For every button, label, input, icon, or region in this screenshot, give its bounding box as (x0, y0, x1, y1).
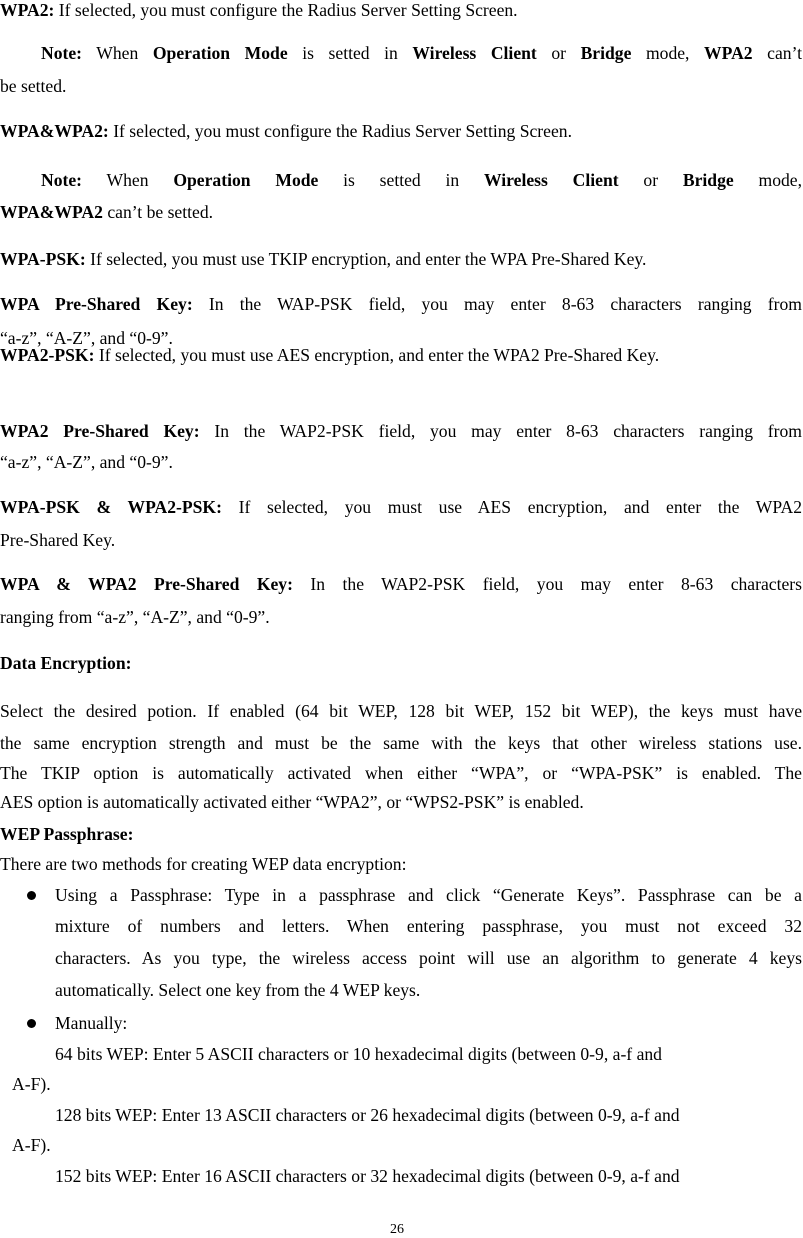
data-encryption-line: AES option is automatically activated either “WPA2”, or “WPS2-PSK” is enabled. (0, 792, 584, 812)
term-wpa-psk: WPA-PSK: (0, 249, 86, 269)
wep-64-line: 64 bits WEP: Enter 5 ASCII characters or 10 hexadecimal digits (between 0-9, a-f and (55, 1044, 662, 1064)
note-label: Note: (41, 170, 83, 190)
bullet-item-manually: Manually: (55, 1013, 128, 1033)
wpa-psk-definition (0, 248, 646, 270)
wpa-wpa2-note-cont (0, 201, 213, 223)
page-number: 26 (390, 1222, 404, 1237)
note-keyword: Wireless Client (412, 43, 537, 63)
note-keyword: Operation Mode (173, 170, 319, 190)
note-keyword: Bridge (682, 170, 734, 190)
definition-text: If selected, you must use TKIP encryption, and enter the WPA Pre-Shared Key. (85, 249, 647, 269)
note-keyword: WPA2 (704, 43, 753, 63)
bullet-item-passphrase-cont: automatically. Select one key from the 4 WEP keys. (55, 980, 421, 1000)
wpa2-note-cont: be setted. (0, 76, 67, 96)
wpa2-note (41, 42, 802, 64)
note-text: can’t (752, 43, 802, 63)
wpa-wpa2-note (41, 169, 802, 191)
wpa-wpa2-preshared-definition-cont: ranging from “a-z”, “A-Z”, and “0-9”. (0, 607, 270, 627)
definition-text: In the WAP2-PSK field, you may enter 8-63 characters (292, 574, 802, 594)
data-encryption-line: Select the desired potion. If enabled (64 bit WEP, 128 bit WEP, 152 bit WEP), the keys must have (0, 701, 802, 721)
wpa-wpa2-definition (0, 120, 572, 142)
section-heading: Data Encryption: (0, 653, 132, 673)
definition-text: If selected, you must configure the Radius Server Setting Screen. (108, 121, 572, 141)
wep-64-line-cont: A-F). (12, 1074, 51, 1094)
data-encryption-line: the same encryption strength and must be the same with the keys that other wireless stations use. (0, 733, 802, 753)
term-wpa2-psk: WPA2-PSK: (0, 345, 95, 365)
bullet-item-passphrase-cont: mixture of numbers and letters. When entering passphrase, you must not exceed 32 (55, 916, 802, 936)
definition-text: If selected, you must configure the Radius Server Setting Screen. (54, 0, 518, 20)
wpa-psk-wpa2-psk-definition (0, 496, 802, 518)
wpa-psk-wpa2-psk-definition-cont: Pre-Shared Key. (0, 530, 116, 550)
term-wpa-wpa2-preshared-key: WPA & WPA2 Pre-Shared Key: (0, 574, 293, 594)
wpa2-psk-definition (0, 344, 659, 366)
wpa2-preshared-definition (0, 420, 802, 442)
note-text: mode, (631, 43, 705, 63)
wpa2-preshared-definition-cont: “a-z”, “A-Z”, and “0-9”. (0, 452, 173, 472)
wep-152-line: 152 bits WEP: Enter 16 ASCII characters or 32 hexadecimal digits (between 0-9, a-f and (55, 1166, 680, 1186)
note-label: Note: (41, 43, 83, 63)
term-wpa2: WPA2: (0, 0, 55, 20)
bullet-icon (27, 891, 36, 900)
data-encryption-line: The TKIP option is automatically activated when either “WPA”, or “WPA-PSK” is enabled. The (0, 763, 802, 783)
definition-text: In the WAP2-PSK field, you may enter 8-63 characters ranging from (199, 421, 802, 441)
term-wpa-preshared-key: WPA Pre-Shared Key: (0, 294, 193, 314)
note-text: or (536, 43, 581, 63)
definition-text: In the WAP-PSK field, you may enter 8-63 characters ranging from (192, 294, 802, 314)
wep-128-line: 128 bits WEP: Enter 13 ASCII characters or 26 hexadecimal digits (between 0-9, a-f and (55, 1105, 680, 1125)
wpa-preshared-definition-cont: “a-z”, “A-Z”, and “0-9”. (0, 328, 173, 348)
wpa-preshared-definition (0, 293, 802, 315)
note-text: mode, (733, 170, 802, 190)
term-wpa-wpa2: WPA&WPA2: (0, 121, 109, 141)
note-keyword: Wireless Client (484, 170, 619, 190)
wep-passphrase-heading (0, 823, 133, 845)
definition-text: If selected, you must use AES encryption, and enter the WPA2 Pre-Shared Key. (94, 345, 660, 365)
note-keyword: Operation Mode (152, 43, 288, 63)
wep-128-line-cont: A-F). (12, 1135, 51, 1155)
term-wpa2-preshared-key: WPA2 Pre-Shared Key: (0, 421, 200, 441)
bullet-icon (27, 1019, 36, 1028)
data-encryption-heading (0, 652, 131, 674)
note-text: can’t be setted. (102, 202, 214, 222)
wep-passphrase-intro: There are two methods for creating WEP data encryption: (0, 854, 407, 874)
section-heading: WEP Passphrase: (0, 824, 134, 844)
wpa-wpa2-preshared-definition (0, 573, 802, 595)
note-text: When (82, 43, 153, 63)
note-keyword: Bridge (580, 43, 632, 63)
definition-text: If selected, you must use AES encryption, and enter the WPA2 (221, 497, 802, 517)
wpa2-definition (0, 0, 518, 21)
note-text: is setted in (318, 170, 485, 190)
bullet-item-passphrase-cont: characters. As you type, the wireless access point will use an algorithm to generate 4 keys (55, 948, 802, 968)
note-text: or (618, 170, 683, 190)
note-text: is setted in (287, 43, 413, 63)
bullet-item-passphrase: Using a Passphrase: Type in a passphrase and click “Generate Keys”. Passphrase can be a (55, 885, 802, 905)
note-keyword: WPA&WPA2 (0, 202, 103, 222)
note-text: When (82, 170, 174, 190)
term-wpa-psk-wpa2-psk: WPA-PSK & WPA2-PSK: (0, 497, 222, 517)
